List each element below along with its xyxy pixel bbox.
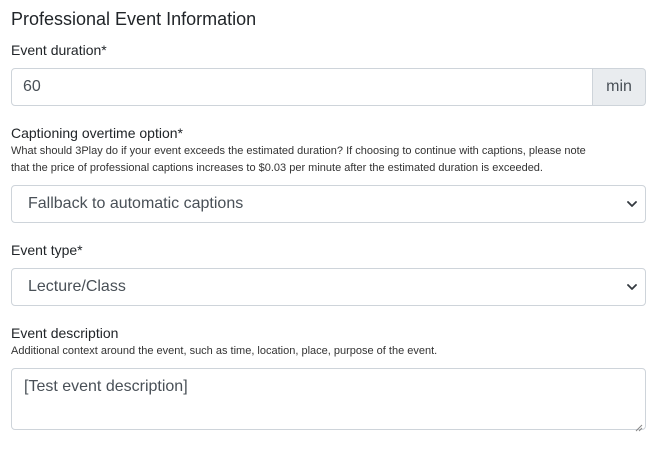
captioning-overtime-help-line2: that the price of professional captions increases to $0.03 per minute after the estimated duration is exceeded.: [11, 162, 543, 174]
event-type-selected: Lecture/Class: [28, 278, 126, 295]
captioning-overtime-label: Captioning overtime option*: [11, 125, 183, 141]
event-description-help: Additional context around the event, such as time, location, place, purpose of the event.: [11, 345, 438, 357]
event-duration-label: Event duration*: [11, 42, 107, 58]
event-type-select[interactable]: [11, 268, 646, 306]
chevron-down-icon: [627, 282, 637, 292]
resize-handle-icon[interactable]: [635, 419, 643, 427]
event-type-label: Event type*: [11, 242, 83, 258]
captioning-overtime-select[interactable]: [11, 185, 646, 223]
captioning-overtime-help-line1: What should 3Play do if your event exceeds the estimated duration? If choosing to continue with captions, please note: [11, 145, 586, 157]
event-description-textarea[interactable]: [11, 368, 646, 430]
event-description-label: Event description: [11, 325, 119, 341]
section-title: Professional Event Information: [11, 9, 257, 29]
captioning-overtime-help: [11, 143, 651, 177]
chevron-down-icon: [627, 199, 637, 209]
event-duration-input[interactable]: [11, 68, 593, 106]
event-duration-group: [11, 68, 646, 106]
captioning-overtime-selected: Fallback to automatic captions: [28, 195, 244, 212]
event-description-value: [Test event description]: [24, 378, 188, 395]
duration-unit-addon: min: [593, 68, 646, 106]
